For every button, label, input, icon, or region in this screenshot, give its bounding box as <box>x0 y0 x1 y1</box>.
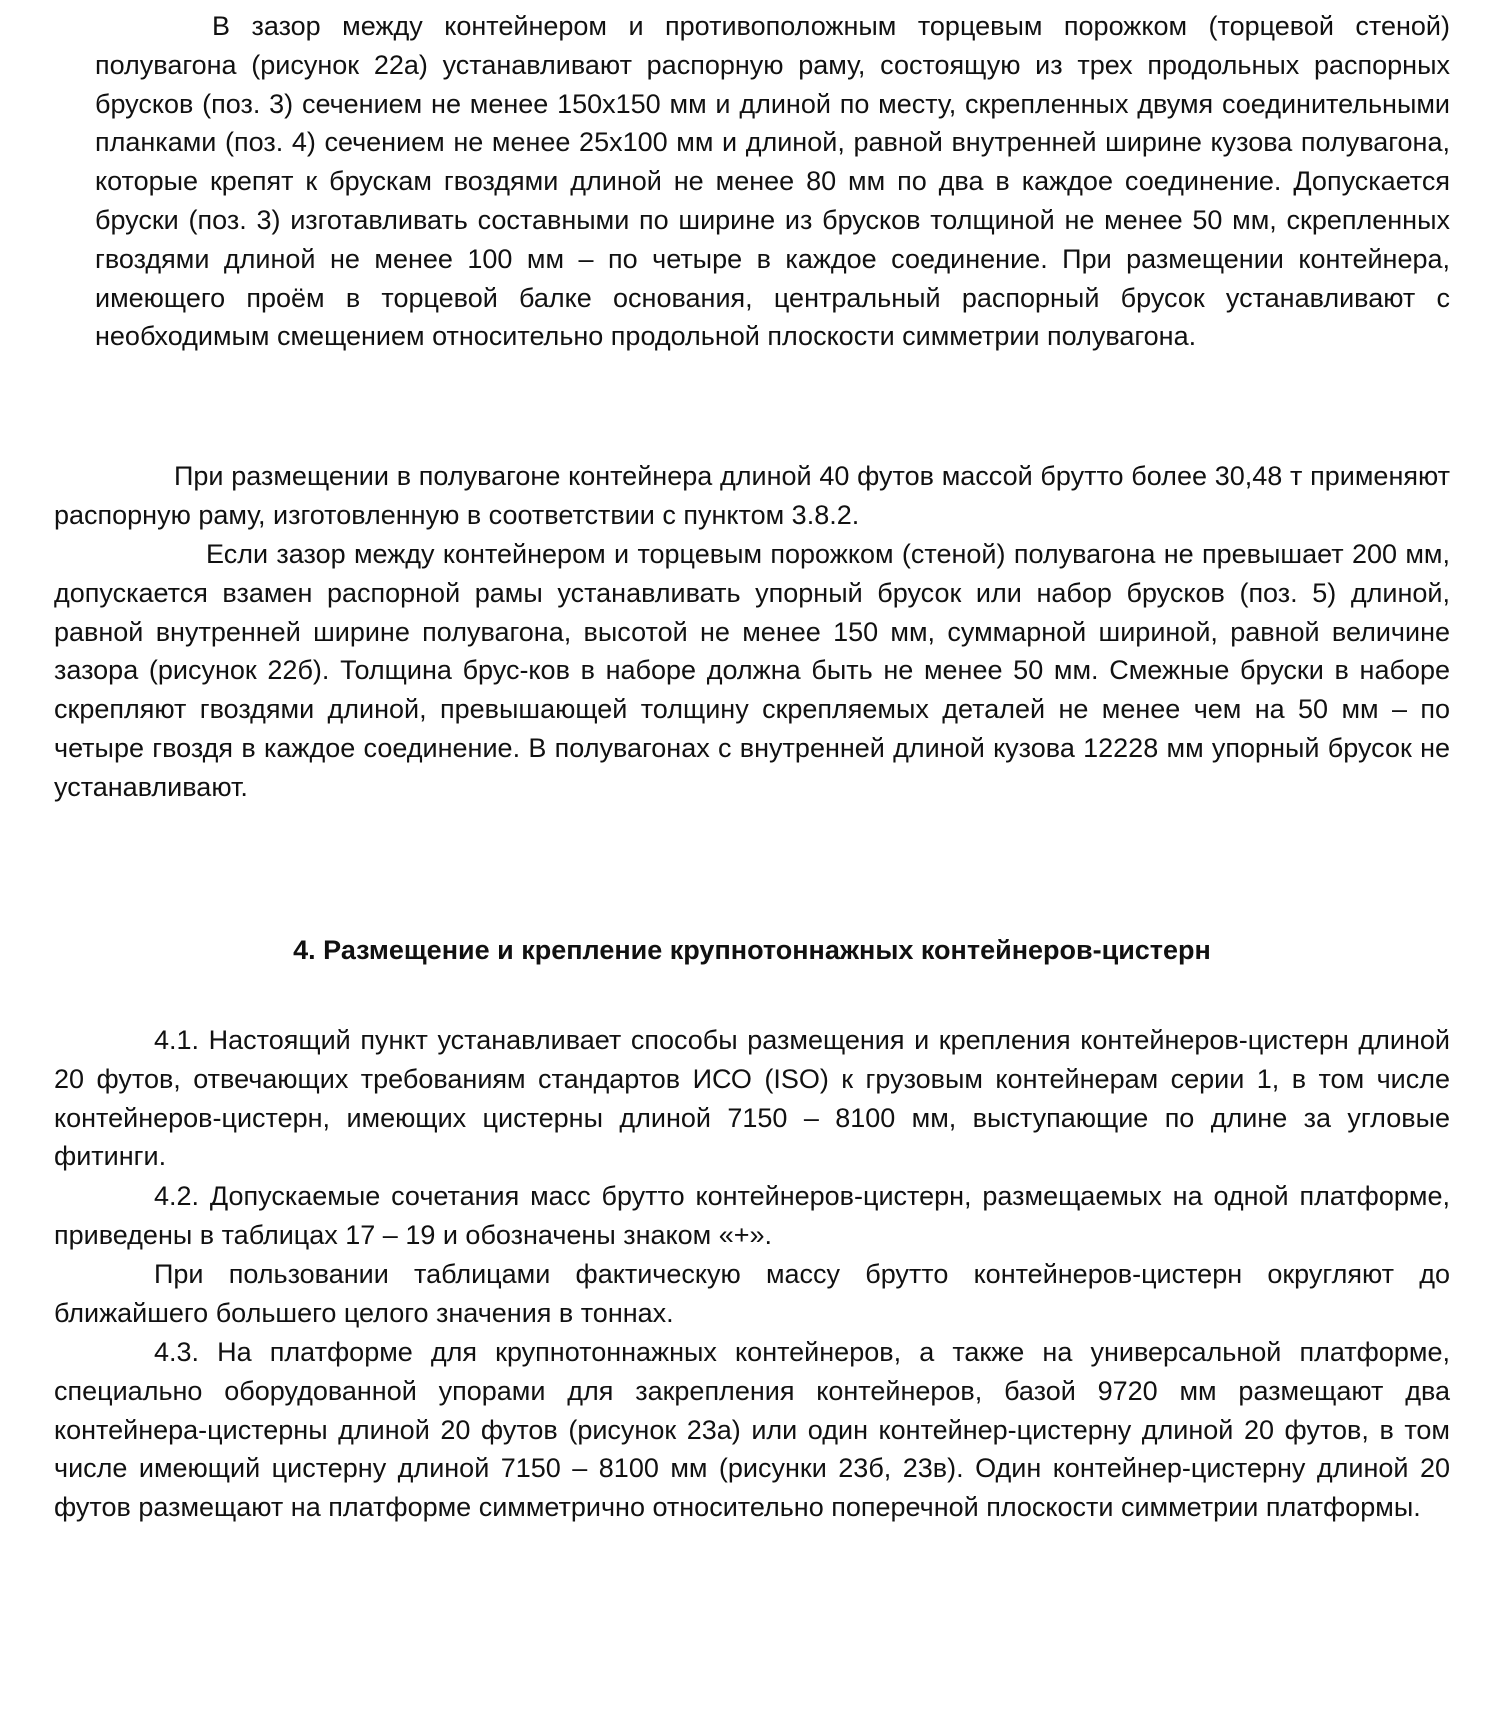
section-4-heading: 4. Размещение и крепление крупнотоннажных контейнеров-цистерн <box>293 935 1211 965</box>
paragraph-40ft-container: При размещении в полувагоне контейнера длиной 40 футов массой брутто более 30,48 т применяют распорную раму, изготовленную в соответствии с пунктом 3.8.2. <box>54 461 1450 530</box>
paragraph-gap-bar: Если зазор между контейнером и торцевым порожком (стеной) полувагона не превышает 200 мм, допускается взамен распорной рамы устанавливать упорный брусок или набор брусков (поз. 5) длиной, равной внутренней ширине полувагона, высотой не менее 150 мм, суммарной шириной, равной величине зазора (рисунок 22б). Толщина брус-ков в наборе должна быть не менее 50 мм. Смежные бруски в наборе скрепляют гвоздями длиной, превышающей толщину скрепляемых деталей не менее чем на 50 мм – по четыре гвоздя в каждое соединение. В полувагонах с внутренней длиной кузова 12228 мм упорный брусок не устанавливают. <box>54 539 1450 802</box>
paragraph-4-1: 4.1. Настоящий пункт устанавливает способы размещения и крепления контейнеров-цистерн длиной 20 футов, отвечающих требованиям стандартов ИСО (ISO) к грузовым контейнерам серии 1, в том числе контейнеров-цистерн, имеющих цистерны длиной 7150 – 8100 мм, выступающие по длине за угловые фитинги. <box>54 1025 1450 1172</box>
paragraph-tables-usage: При пользовании таблицами фактическую массу брутто контейнеров-цистерн округляют до ближайшего большего целого значения в тоннах. <box>54 1259 1450 1328</box>
paragraph-spacer-frame: В зазор между контейнером и противоположным торцевым порожком (торцевой стеной) полувагона (рисунок 22а) устанавливают распорную раму, состоящую из трех продольных распорных брусков (поз. 3) сечением не менее 150х150 мм и длиной по месту, скрепленных двумя соединительными планками (поз. 4) сечением не менее 25х100 мм и длиной, равной внутренней ширине кузова полувагона, которые крепят к брускам гвоздями длиной не менее 80 мм по два в каждое соединение. Допускается бруски (поз. 3) изготавливать составными по ширине из брусков толщиной не менее 50 мм, скрепленных гвоздями длиной не менее 100 мм – по четыре в каждое соединение. При размещении контейнера, имеющего проём в торцевой балке основания, центральный распорный брусок устанавливают с необходимым смещением относительно продольной плоскости симметрии полувагона. <box>95 11 1450 352</box>
paragraph-4-2: 4.2. Допускаемые сочетания масс брутто контейнеров-цистерн, размещаемых на одной платформе, приведены в таблицах 17 – 19 и обозначены знаком «+». <box>54 1181 1450 1250</box>
paragraph-4-3: 4.3. На платформе для крупнотоннажных контейнеров, а также на универсальной платформе, специально оборудованной упорами для закрепления контейнеров, базой 9720 мм размещают два контейнера-цистерны длиной 20 футов (рисунок 23а) или один контейнер-цистерну длиной 20 футов, в том числе имеющий цистерну длиной 7150 – 8100 мм (рисунки 23б, 23в). Один контейнер-цистерну длиной 20 футов размещают на платформе симметрично относительно поперечной плоскости симметрии платформы. <box>54 1337 1450 1523</box>
